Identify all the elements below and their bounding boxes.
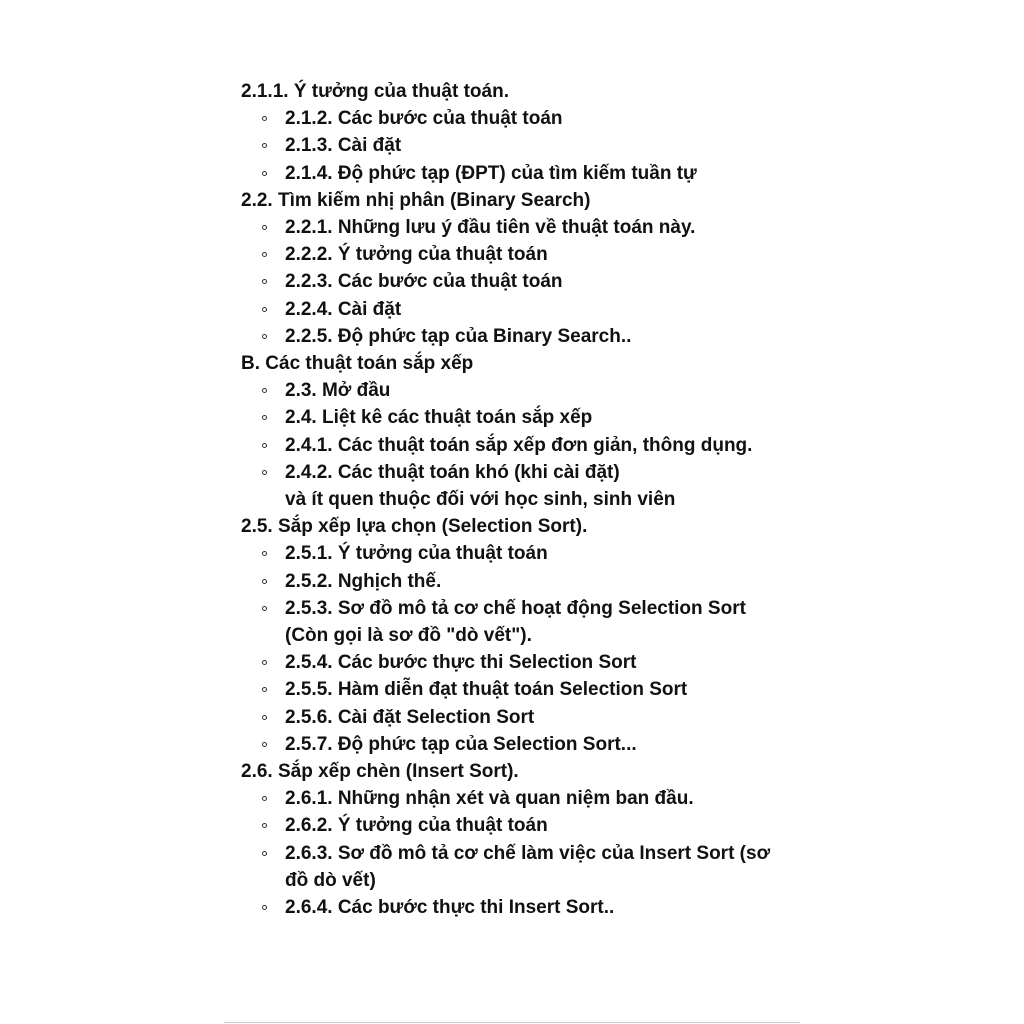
- bullet-icon: [262, 687, 267, 692]
- toc-entry: [241, 432, 821, 459]
- toc-entry-text: 2.1.2. Các bước của thuật toán: [285, 108, 563, 130]
- bullet-icon: [262, 579, 267, 584]
- toc-entry-text: 2.4.1. Các thuật toán sắp xếp đơn giản, thông dụng.: [285, 434, 753, 456]
- toc-entry: [241, 812, 821, 839]
- toc-entry: [241, 758, 821, 785]
- toc-entry: [241, 214, 821, 241]
- toc-entry: [241, 187, 821, 214]
- bullet-icon: [262, 307, 267, 312]
- bullet-icon: [262, 551, 267, 556]
- toc-entry: [241, 132, 821, 159]
- bullet-icon: [262, 279, 267, 284]
- toc-entry-text: 2.5.6. Cài đặt Selection Sort: [285, 706, 535, 728]
- bullet-icon: [262, 823, 267, 828]
- toc-entry: [241, 540, 821, 567]
- bullet-icon: [262, 660, 267, 665]
- toc-entry-text: 2.5.2. Nghịch thế.: [285, 570, 442, 592]
- toc-entry: [241, 160, 821, 187]
- toc-entry-text: 2.1.3. Cài đặt: [285, 135, 402, 157]
- toc-entry-text: 2.2.4. Cài đặt: [285, 298, 402, 320]
- bullet-icon: [262, 334, 267, 339]
- toc-entry: [241, 649, 821, 676]
- toc-entry: [241, 350, 821, 377]
- toc-entry: [241, 595, 821, 649]
- toc-entry-text: 2.1.4. Độ phức tạp (ĐPT) của tìm kiếm tuần tự: [285, 162, 697, 184]
- toc-entry-text: 2.5.7. Độ phức tạp của Selection Sort...: [285, 733, 637, 755]
- toc-entry: [241, 377, 821, 404]
- bullet-icon: [262, 415, 267, 420]
- toc-entry: [241, 731, 821, 758]
- toc-entry-text: 2.4.2. Các thuật toán khó (khi cài đặt) và ít quen thuộc đối với học sinh, sinh viên: [285, 461, 676, 511]
- bullet-icon: [262, 742, 267, 747]
- toc-entry-text: 2.1.1. Ý tưởng của thuật toán.: [241, 81, 509, 102]
- table-of-contents: [241, 78, 821, 921]
- toc-entry: [241, 568, 821, 595]
- bullet-icon: [262, 143, 267, 148]
- toc-entry-text: 2.5. Sắp xếp lựa chọn (Selection Sort).: [241, 516, 588, 538]
- toc-entry-text: 2.3. Mở đầu: [285, 380, 391, 402]
- toc-entry-text: 2.2.1. Những lưu ý đầu tiên về thuật toán này.: [285, 217, 696, 239]
- toc-entry: [241, 513, 821, 540]
- toc-entry-text: 2.5.1. Ý tưởng của thuật toán: [285, 543, 548, 565]
- bullet-icon: [262, 171, 267, 176]
- toc-entry-text: 2.6.4. Các bước thực thi Insert Sort..: [285, 897, 615, 919]
- toc-entry-text: 2.2.5. Độ phức tạp của Binary Search..: [285, 325, 632, 347]
- toc-entry: [241, 241, 821, 268]
- toc-entry: [241, 268, 821, 295]
- bullet-icon: [262, 388, 267, 393]
- toc-entry-text: 2.2.2. Ý tưởng của thuật toán: [285, 244, 548, 266]
- toc-entry: [241, 105, 821, 132]
- toc-entry-text: 2.4. Liệt kê các thuật toán sắp xếp: [285, 407, 593, 429]
- bullet-icon: [262, 905, 267, 910]
- toc-entry: [241, 459, 821, 513]
- toc-entry: [241, 78, 821, 105]
- bottom-divider: [224, 1022, 800, 1023]
- toc-entry: [241, 676, 821, 703]
- toc-entry-text: 2.6. Sắp xếp chèn (Insert Sort).: [241, 761, 519, 783]
- bullet-icon: [262, 252, 267, 257]
- toc-entry: [241, 404, 821, 431]
- toc-entry-text: 2.6.3. Sơ đồ mô tả cơ chế làm việc của Insert Sort (sơ đồ dò vết): [285, 842, 771, 891]
- bullet-icon: [262, 606, 267, 611]
- bullet-icon: [262, 443, 267, 448]
- bullet-icon: [262, 470, 267, 475]
- toc-entry: [241, 704, 821, 731]
- toc-entry: [241, 785, 821, 812]
- toc-entry-text: 2.2.3. Các bước của thuật toán: [285, 271, 563, 293]
- toc-entry: [241, 323, 821, 350]
- toc-entry: [241, 894, 821, 921]
- toc-entry: [241, 296, 821, 323]
- toc-entry-text: 2.5.3. Sơ đồ mô tả cơ chế hoạt động Selection Sort (Còn gọi là sơ đồ "dò vết").: [285, 597, 746, 647]
- toc-entry: [241, 840, 821, 894]
- toc-entry-text: 2.6.1. Những nhận xét và quan niệm ban đầu.: [285, 788, 694, 810]
- toc-entry-text: 2.6.2. Ý tưởng của thuật toán: [285, 815, 548, 837]
- toc-entry-text: B. Các thuật toán sắp xếp: [241, 353, 474, 375]
- toc-entry-text: 2.5.5. Hàm diễn đạt thuật toán Selection Sort: [285, 679, 688, 701]
- bullet-icon: [262, 796, 267, 801]
- bullet-icon: [262, 851, 267, 856]
- toc-entry-text: 2.2. Tìm kiếm nhị phân (Binary Search): [241, 189, 591, 211]
- bullet-icon: [262, 116, 267, 121]
- toc-entry-text: 2.5.4. Các bước thực thi Selection Sort: [285, 652, 637, 674]
- bullet-icon: [262, 225, 267, 230]
- bullet-icon: [262, 715, 267, 720]
